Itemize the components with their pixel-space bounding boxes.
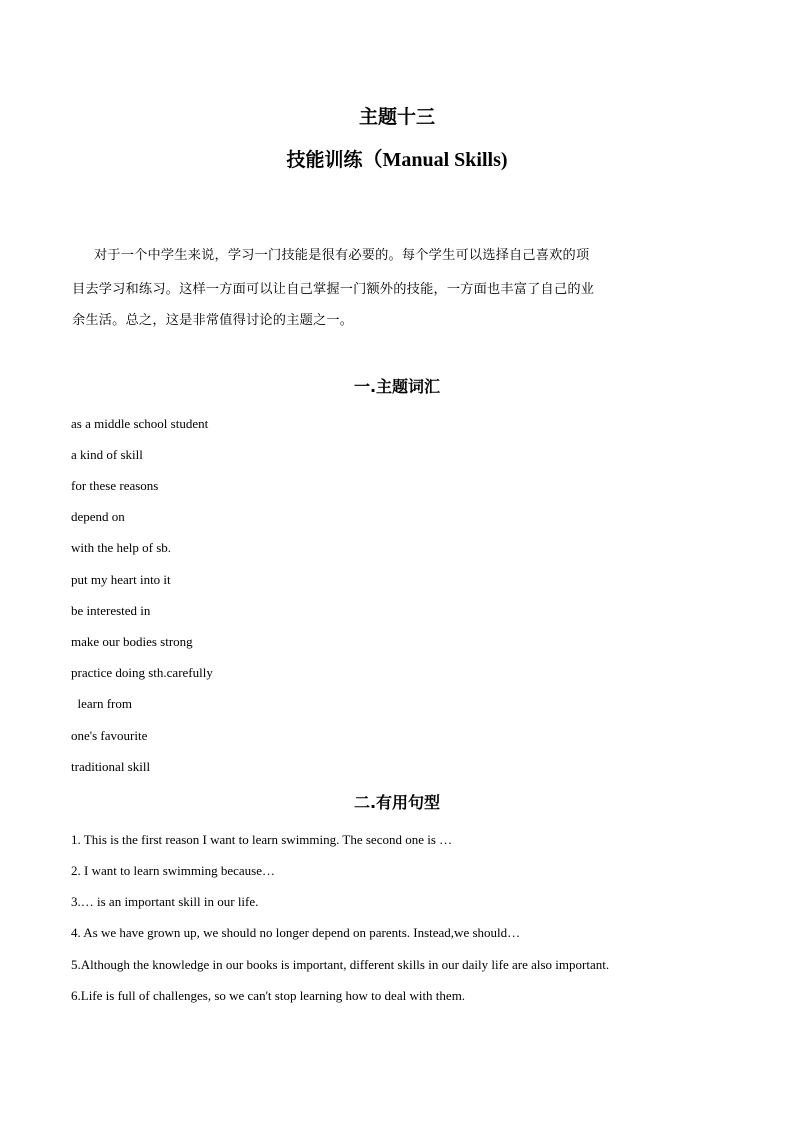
vocab-item: one's favourite <box>71 728 148 743</box>
page-subtitle <box>0 148 794 172</box>
vocabulary-heading: 一.主题词汇 <box>353 377 441 396</box>
vocab-item: learn from <box>71 696 133 711</box>
sentences-heading: 二.有用句型 <box>353 793 441 812</box>
vocab-item: be interested in <box>71 603 151 618</box>
vocab-item: as a middle school student <box>71 416 209 431</box>
vocab-item: for these reasons <box>71 478 159 493</box>
vocab-item: depend on <box>71 509 125 524</box>
intro-line-2: 目去学习和练习。这样一方面可以让自己掌握一门额外的技能，一方面也丰富了自己的业 <box>72 282 595 297</box>
vocab-item: practice doing sth.carefully <box>71 665 213 680</box>
sentence-item: 6.Life is full of challenges, so we can't stop learning how to deal with them. <box>71 988 466 1003</box>
subtitle-chinese: 技能训练 <box>286 149 363 171</box>
sentence-item: 4. As we have grown up, we should no longer depend on parents. Instead,we should… <box>71 925 521 940</box>
page-title: 主题十三 <box>358 106 435 128</box>
vocab-item: put my heart into it <box>71 572 171 587</box>
sentence-item: 2. I want to learn swimming because… <box>71 863 275 878</box>
vocab-item: with the help of sb. <box>71 540 172 555</box>
vocab-item: make our bodies strong <box>71 634 193 649</box>
vocab-item: a kind of skill <box>71 447 143 462</box>
sentence-item: 3.… is an important skill in our life. <box>71 894 259 909</box>
sentence-item: 5.Although the knowledge in our books is important, different skills in our daily life are also important. <box>71 957 610 972</box>
intro-line-3: 余生活。总之，这是非常值得讨论的主题之一。 <box>72 313 354 328</box>
sentence-item: 1. This is the first reason I want to learn swimming. The second one is … <box>71 832 453 847</box>
vocab-item: traditional skill <box>71 759 151 774</box>
intro-line-1: 对于一个中学生来说，学习一门技能是很有必要的。每个学生可以选择自己喜欢的项 <box>94 248 590 263</box>
subtitle-english: （Manual Skills) <box>362 149 508 171</box>
